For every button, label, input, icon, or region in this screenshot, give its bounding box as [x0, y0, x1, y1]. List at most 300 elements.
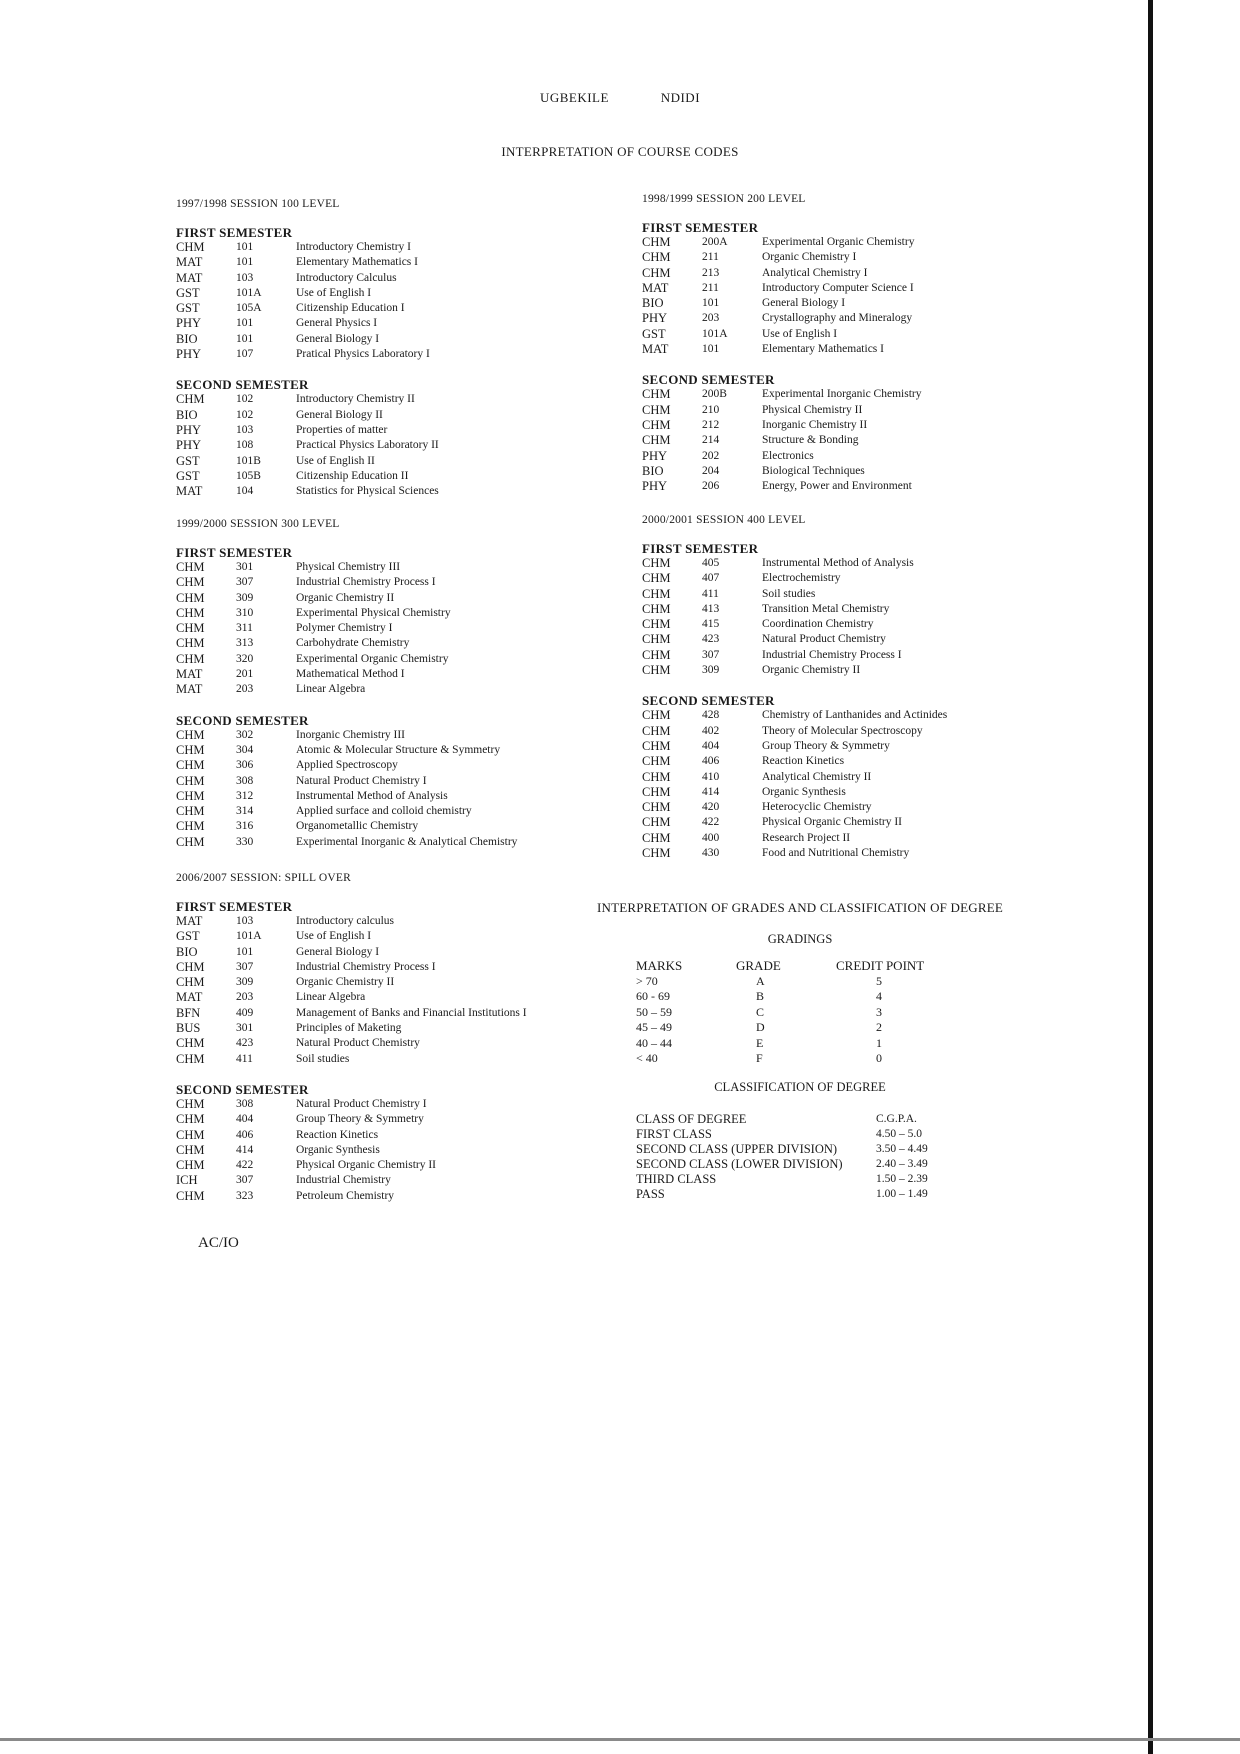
course-title: Organic Chemistry I — [762, 251, 857, 264]
course-department: CHM — [642, 265, 671, 280]
marks-range: 50 – 59 — [636, 1004, 672, 1019]
classification-row — [636, 1127, 966, 1142]
credit-point-header: CREDIT POINT — [836, 958, 925, 973]
cgpa-range: 2.40 – 3.49 — [876, 1158, 928, 1170]
course-title: Organometallic Chemistry — [296, 820, 419, 833]
course-title: General Physics I — [296, 317, 378, 330]
course-row — [176, 1006, 527, 1021]
scan-page-edge — [1148, 0, 1153, 1754]
credit-point: 2 — [876, 1020, 882, 1034]
course-department: CHM — [176, 590, 205, 605]
cgpa-range: 4.50 – 5.0 — [876, 1128, 922, 1140]
course-department: PHY — [176, 347, 202, 362]
course-department: MAT — [176, 990, 203, 1005]
grading-row — [636, 1020, 966, 1036]
course-number: 206 — [702, 480, 720, 493]
course-number: 201 — [236, 668, 254, 681]
course-title: Introductory Chemistry II — [296, 393, 415, 406]
course-number: 214 — [702, 434, 720, 447]
course-department: CHM — [642, 663, 671, 678]
course-row — [176, 301, 439, 316]
course-title: Organic Chemistry II — [762, 664, 861, 677]
course-row — [176, 682, 517, 697]
course-department: GST — [176, 468, 200, 483]
course-title: Linear Algebra — [296, 991, 366, 1004]
class-of-degree: FIRST CLASS — [636, 1127, 712, 1141]
course-number: 200A — [702, 236, 728, 248]
course-number: 103 — [236, 271, 254, 284]
course-number: 310 — [236, 606, 254, 619]
course-title: Biological Techniques — [762, 464, 865, 477]
course-number: 301 — [236, 561, 254, 573]
course-number: 203 — [702, 312, 720, 325]
course-department: CHM — [642, 417, 671, 432]
course-department: CHM — [642, 387, 671, 402]
course-number: 406 — [702, 755, 720, 768]
course-number: 213 — [702, 266, 720, 279]
course-title: Soil studies — [762, 587, 816, 600]
course-title: Physical Organic Chemistry II — [296, 1159, 436, 1172]
course-title: General Biology I — [296, 332, 380, 345]
grading-row — [636, 1051, 966, 1067]
course-row — [176, 728, 517, 743]
course-title: Electronics — [762, 449, 814, 462]
course-row — [176, 271, 439, 286]
course-department: MAT — [176, 484, 203, 499]
course-row — [176, 975, 527, 990]
course-row — [176, 960, 527, 975]
course-department: CHM — [642, 647, 671, 662]
course-row — [642, 617, 947, 632]
course-row — [176, 606, 517, 621]
course-number: 103 — [236, 423, 254, 436]
course-title: Theory of Molecular Spectroscopy — [762, 724, 923, 737]
course-department: CHM — [176, 1142, 205, 1157]
course-number: 101A — [236, 930, 262, 943]
marks-range: 60 - 69 — [636, 989, 670, 1003]
course-department: CHM — [642, 800, 671, 815]
course-number: 307 — [236, 1174, 254, 1187]
course-department: CHM — [642, 235, 671, 249]
course-number: 102 — [236, 408, 254, 421]
class-of-degree: PASS — [636, 1187, 665, 1201]
class-of-degree: THIRD CLASS — [636, 1172, 717, 1186]
course-title: General Biology I — [762, 297, 846, 310]
course-department: CHM — [176, 636, 205, 651]
course-title: Experimental Inorganic Chemistry — [762, 388, 922, 401]
course-row — [176, 316, 439, 331]
course-row — [642, 556, 947, 571]
course-row — [642, 327, 921, 342]
course-number: 101 — [236, 256, 254, 269]
grade-letter: F — [756, 1051, 763, 1065]
course-number: 105A — [236, 302, 262, 315]
marks-range: 45 – 49 — [636, 1020, 672, 1034]
course-row — [176, 758, 517, 773]
grade-header: GRADE — [736, 958, 781, 973]
classification-title: CLASSIFICATION OF DEGREE — [714, 1080, 886, 1094]
course-row — [642, 281, 921, 296]
course-row — [642, 464, 921, 479]
course-number: 309 — [236, 591, 254, 604]
semester-title: SECOND SEMESTER — [642, 372, 775, 388]
course-number: 104 — [236, 485, 254, 498]
course-department: BFN — [176, 1005, 201, 1020]
course-row — [176, 423, 439, 438]
course-number: 211 — [702, 251, 719, 264]
grading-header-row — [636, 958, 966, 974]
course-number: 107 — [236, 348, 254, 361]
course-department: GST — [176, 453, 200, 468]
course-title: Experimental Organic Chemistry — [762, 236, 915, 248]
course-number: 307 — [236, 576, 254, 589]
grading-table — [636, 958, 966, 1067]
course-title: Use of English II — [296, 454, 375, 467]
course-department: CHM — [176, 727, 205, 742]
course-title: Research Project II — [762, 831, 851, 844]
course-row — [642, 708, 947, 723]
course-row — [642, 311, 921, 326]
grade-letter: A — [756, 973, 765, 988]
course-number: 422 — [702, 816, 720, 829]
course-number: 313 — [236, 637, 254, 650]
course-row — [642, 449, 921, 464]
course-title: Reaction Kinetics — [296, 1128, 379, 1141]
course-row — [642, 785, 947, 800]
course-department: CHM — [176, 651, 205, 666]
course-department: BIO — [642, 296, 664, 311]
classification-row — [636, 1157, 966, 1172]
course-row — [176, 1189, 527, 1204]
credit-point: 4 — [876, 989, 882, 1003]
course-row — [642, 648, 947, 663]
class-of-degree: SECOND CLASS (UPPER DIVISION) — [636, 1142, 838, 1156]
course-row — [642, 831, 947, 846]
course-row — [176, 929, 527, 944]
course-row — [176, 1173, 527, 1188]
session-title: 2000/2001 SESSION 400 LEVEL — [642, 514, 806, 526]
course-department: CHM — [176, 1096, 205, 1111]
marks-range: 40 – 44 — [636, 1035, 672, 1050]
course-department: CHM — [176, 240, 205, 254]
grades-section-title: INTERPRETATION OF GRADES AND CLASSIFICATION OF DEGREE — [596, 900, 1004, 915]
course-row — [176, 1097, 527, 1112]
course-department: CHM — [176, 621, 205, 636]
course-number: 402 — [702, 724, 720, 737]
course-row — [642, 479, 921, 494]
credit-point: 0 — [876, 1051, 882, 1065]
course-row — [176, 392, 439, 407]
course-number: 101 — [236, 332, 254, 345]
course-department: CHM — [642, 402, 671, 417]
course-department: CHM — [642, 754, 671, 769]
semester-title: SECOND SEMESTER — [176, 712, 309, 728]
course-department: CHM — [176, 742, 205, 757]
session-400-level — [642, 514, 947, 861]
semester-title: FIRST SEMESTER — [176, 899, 293, 914]
document-title: INTERPRETATION OF COURSE CODES — [501, 144, 739, 159]
course-title: Applied surface and colloid chemistry — [296, 805, 472, 818]
course-row — [176, 560, 517, 575]
grade-letter: D — [756, 1020, 765, 1034]
course-department: CHM — [176, 959, 205, 974]
course-number: 414 — [702, 785, 720, 798]
course-title: Experimental Physical Chemistry — [296, 606, 451, 619]
session-spill-over — [176, 872, 527, 1204]
session-title: 1997/1998 SESSION 100 LEVEL — [176, 198, 340, 210]
course-department: CHM — [176, 1051, 205, 1066]
semester-title: SECOND SEMESTER — [176, 377, 309, 393]
course-number: 413 — [702, 602, 720, 615]
course-title: Organic Chemistry II — [296, 591, 395, 604]
course-number: 420 — [702, 801, 720, 814]
course-department: CHM — [176, 575, 205, 590]
course-department: CHM — [642, 830, 671, 845]
course-number: 108 — [236, 439, 254, 452]
course-row — [176, 255, 439, 270]
course-row — [176, 819, 517, 834]
course-title: Group Theory & Symmetry — [296, 1113, 424, 1126]
course-number: 306 — [236, 759, 254, 772]
semester-gap — [642, 357, 921, 373]
credit-point: 3 — [876, 1004, 882, 1019]
course-department: BIO — [176, 331, 198, 346]
course-title: Electrochemistry — [762, 572, 841, 585]
course-number: 312 — [236, 789, 254, 802]
course-title: Introductory Chemistry I — [296, 241, 411, 253]
course-department: MAT — [642, 280, 669, 295]
course-title: General Biology I — [296, 945, 380, 958]
course-row — [176, 789, 517, 804]
course-department: CHM — [176, 605, 205, 620]
course-department: BIO — [176, 944, 198, 959]
course-row — [642, 602, 947, 617]
course-department: CHM — [176, 1112, 205, 1127]
semester-title: FIRST SEMESTER — [642, 541, 759, 556]
surname: UGBEKILE — [539, 90, 609, 105]
course-row — [176, 591, 517, 606]
course-number: 404 — [236, 1113, 254, 1126]
course-department: CHM — [176, 1036, 205, 1051]
course-row — [176, 1143, 527, 1158]
course-title: Analytical Chemistry II — [762, 770, 872, 783]
course-title: General Biology II — [296, 408, 383, 421]
course-number: 414 — [236, 1143, 254, 1156]
course-department: GST — [176, 301, 200, 316]
course-department: CHM — [642, 586, 671, 601]
course-title: Introductory Calculus — [296, 271, 397, 284]
course-department: CHM — [176, 975, 205, 990]
class-of-degree-header: CLASS OF DEGREE — [636, 1112, 747, 1126]
credit-point: 1 — [876, 1035, 882, 1050]
course-department: CHM — [176, 758, 205, 773]
course-row — [642, 800, 947, 815]
class-of-degree: SECOND CLASS (LOWER DIVISION) — [636, 1157, 843, 1171]
course-title: Heterocyclic Chemistry — [762, 801, 872, 814]
course-row — [642, 403, 921, 418]
course-row — [176, 1021, 527, 1036]
course-title: Principles of Maketing — [296, 1022, 402, 1035]
course-department: CHM — [176, 819, 205, 834]
course-department: GST — [176, 929, 200, 944]
session-title: 1998/1999 SESSION 200 LEVEL — [642, 193, 806, 205]
semester-title: FIRST SEMESTER — [642, 220, 759, 235]
course-department: CHM — [642, 601, 671, 616]
course-department: CHM — [176, 1127, 205, 1142]
course-row — [176, 835, 517, 850]
grade-letter: E — [756, 1035, 764, 1050]
course-department: BIO — [176, 407, 198, 422]
course-number: 101 — [702, 297, 720, 310]
course-row — [642, 296, 921, 311]
course-number: 406 — [236, 1128, 254, 1141]
course-department: MAT — [176, 270, 203, 285]
course-row — [176, 774, 517, 789]
course-title: Industrial Chemistry Process I — [762, 648, 902, 661]
course-department: PHY — [176, 438, 202, 453]
footer-code: AC/IO — [198, 1235, 239, 1251]
course-title: Transition Metal Chemistry — [762, 602, 890, 615]
course-row — [642, 235, 921, 250]
course-department: PHY — [642, 311, 668, 326]
course-department: CHM — [176, 392, 205, 407]
course-number: 320 — [236, 652, 254, 665]
course-department: GST — [176, 285, 200, 300]
course-row — [176, 240, 439, 255]
course-department: MAT — [176, 667, 203, 682]
course-title: Use of English I — [762, 327, 838, 340]
classification-table — [636, 1112, 966, 1202]
course-number: 101A — [702, 327, 728, 340]
course-title: Organic Synthesis — [762, 785, 846, 798]
course-row — [176, 804, 517, 819]
course-row — [176, 575, 517, 590]
course-number: 204 — [702, 464, 720, 477]
semester-gap — [176, 1067, 527, 1083]
course-department: CHM — [176, 1188, 205, 1203]
course-title: Structure & Bonding — [762, 434, 859, 447]
course-title: Analytical Chemistry I — [762, 266, 868, 279]
semester-title: SECOND SEMESTER — [176, 1081, 309, 1097]
course-department: CHM — [642, 815, 671, 830]
course-title: Inorganic Chemistry III — [296, 728, 406, 741]
course-title: Instrumental Method of Analysis — [762, 557, 914, 569]
marks-header: MARKS — [636, 958, 683, 973]
course-title: Natural Product Chemistry I — [296, 774, 427, 787]
course-number: 101A — [236, 286, 262, 299]
course-number: 430 — [702, 847, 720, 860]
course-row — [176, 454, 439, 469]
course-row — [642, 250, 921, 265]
course-department: PHY — [176, 316, 202, 331]
course-number: 200B — [702, 388, 727, 401]
marks-range: < 40 — [636, 1051, 658, 1065]
course-number: 411 — [236, 1052, 253, 1065]
course-row — [642, 587, 947, 602]
course-row — [176, 1052, 527, 1067]
course-title: Management of Banks and Financial Institutions I — [296, 1006, 527, 1019]
course-number: 400 — [702, 831, 720, 844]
course-department: CHM — [642, 571, 671, 586]
course-number: 101 — [236, 241, 254, 253]
course-row — [642, 433, 921, 448]
course-department: CHM — [642, 784, 671, 799]
course-row — [176, 667, 517, 682]
course-number: 307 — [236, 960, 254, 973]
course-number: 405 — [702, 557, 720, 569]
course-row — [176, 484, 439, 499]
course-row — [642, 266, 921, 281]
course-department: CHM — [642, 769, 671, 784]
course-title: Carbohydrate Chemistry — [296, 637, 410, 650]
course-row — [176, 621, 517, 636]
course-department: BIO — [642, 463, 664, 478]
course-number: 311 — [236, 622, 253, 635]
course-title: Pratical Physics Laboratory I — [296, 348, 430, 361]
grade-letter: B — [756, 989, 765, 1003]
classification-row — [636, 1187, 966, 1202]
course-department: CHM — [176, 773, 205, 788]
course-title: Physical Organic Chemistry II — [762, 816, 902, 829]
semester-title: FIRST SEMESTER — [176, 545, 293, 560]
classification-row — [636, 1142, 966, 1157]
grading-row — [636, 1036, 966, 1052]
course-row — [176, 408, 439, 423]
grading-row — [636, 974, 966, 990]
scan-bottom-edge — [0, 1738, 1240, 1741]
course-number: 409 — [236, 1006, 254, 1019]
course-row — [642, 739, 947, 754]
course-title: Practical Physics Laboratory II — [296, 439, 439, 452]
course-row — [176, 469, 439, 484]
course-number: 210 — [702, 403, 720, 416]
course-department: CHM — [642, 250, 671, 265]
course-number: 102 — [236, 393, 254, 406]
course-number: 308 — [236, 774, 254, 787]
course-row — [642, 632, 947, 647]
course-number: 422 — [236, 1159, 254, 1172]
session-300-level — [176, 518, 517, 850]
classification-header-row — [636, 1112, 966, 1127]
course-number: 415 — [702, 618, 720, 631]
course-row — [642, 846, 947, 861]
semester-gap — [176, 362, 439, 378]
gradings-title: GRADINGS — [767, 932, 833, 946]
course-title: Organic Chemistry II — [296, 976, 395, 989]
course-title: Industrial Chemistry Process I — [296, 960, 436, 973]
course-department: CHM — [176, 834, 205, 849]
course-number: 101 — [236, 945, 254, 958]
course-department: CHM — [176, 804, 205, 819]
semester-gap — [642, 678, 947, 694]
course-title: Reaction Kinetics — [762, 755, 845, 768]
course-number: 309 — [702, 664, 720, 677]
course-title: Physical Chemistry III — [296, 561, 401, 573]
course-title: Natural Product Chemistry — [762, 633, 886, 646]
course-title: Inorganic Chemistry II — [762, 418, 868, 431]
cgpa-range: 3.50 – 4.49 — [876, 1143, 928, 1155]
course-number: 314 — [236, 805, 254, 818]
session-title: 1999/2000 SESSION 300 LEVEL — [176, 518, 340, 530]
course-department: CHM — [642, 556, 671, 570]
course-number: 407 — [702, 572, 720, 585]
course-row — [176, 347, 439, 362]
course-number: 309 — [236, 976, 254, 989]
course-title: Food and Nutritional Chemistry — [762, 847, 910, 860]
course-department: CHM — [642, 433, 671, 448]
course-title: Polymer Chemistry I — [296, 622, 393, 635]
course-title: Use of English I — [296, 286, 372, 299]
